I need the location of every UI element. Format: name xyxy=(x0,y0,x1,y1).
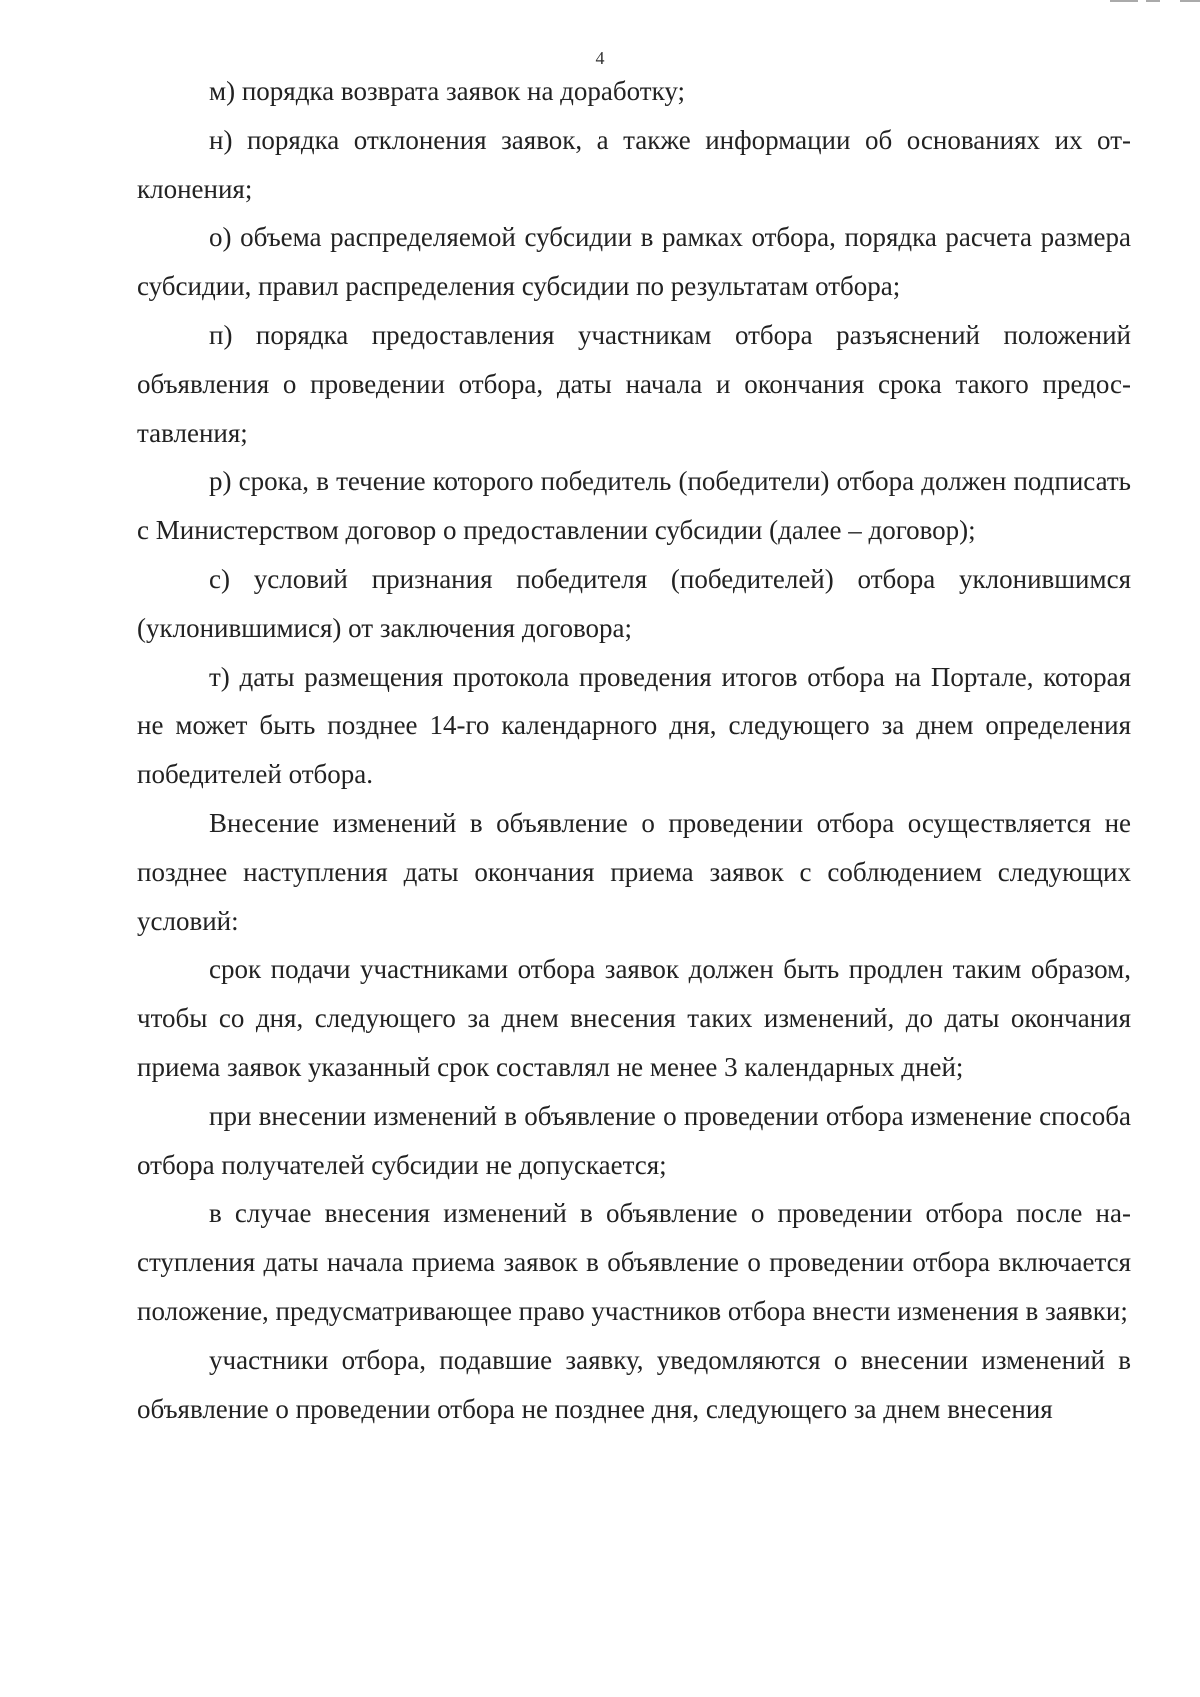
paragraph-condition-method: при внесении изменений в объявление о проведении отбора изменение способа отбора получателей субсидии не допускается; xyxy=(137,1100,1131,1180)
paragraph-item-n: н) порядка отклонения заявок, а также информации об основаниях их отклонения; xyxy=(137,124,1131,204)
paragraph-condition-notification: участники отбора, подавшие заявку, уведомляются о внесении изменений в объявление о проведении отбора не позднее дня, следующего за днем внесения xyxy=(137,1344,1131,1424)
scan-edge-mark xyxy=(1090,0,1200,10)
paragraph-amendments-intro: Внесение изменений в объявление о проведении отбора осуществляется не позднее наступления даты окончания приема заявок с соблюдением следующих условий: xyxy=(137,807,1131,936)
paragraph-condition-deadline: срок подачи участниками отбора заявок должен быть продлен таким образом, чтобы со дня, следующего за днем внесения таких изменений, до даты окончания приема заявок указанный срок составлял не менее 3 календарных дней; xyxy=(137,954,1131,1082)
paragraph-item-t: т) даты размещения протокола проведения итогов отбора на Портале, которая не может быть позднее 14-го календарного дня, следующего за днем определения победителей отбора. xyxy=(137,661,1131,790)
paragraph-item-s: с) условий признания победителя (победителей) отбора уклонившимся (уклонившимися) от заключения договора; xyxy=(137,563,1131,643)
document-body xyxy=(137,67,1131,1433)
paragraph-item-r: р) срока, в течение которого победитель (победители) отбора должен подписать с Министерством договор о предоставлении субсидии (далее – договор); xyxy=(137,466,1131,546)
paragraph-item-m: м) порядка возврата заявок на доработку; xyxy=(209,76,685,106)
paragraph-condition-changes: в случае внесения изменений в объявление о проведении отбора после наступления даты начала приема заявок в объявление о проведении отбора включается положение, предусматривающее право участников отбора внести изменения в заявки; xyxy=(137,1198,1131,1326)
paragraph-item-o: о) объема распределяемой субсидии в рамках отбора, порядка расчета размера субсидии, правил распределения субсидии по результатам отбора; xyxy=(137,222,1131,302)
page-number: 4 xyxy=(595,48,605,68)
paragraph-item-p: п) порядка предоставления участникам отбора разъяснений положений объявления о проведении отбора, даты начала и окончания срока такого предоставления; xyxy=(137,319,1131,448)
